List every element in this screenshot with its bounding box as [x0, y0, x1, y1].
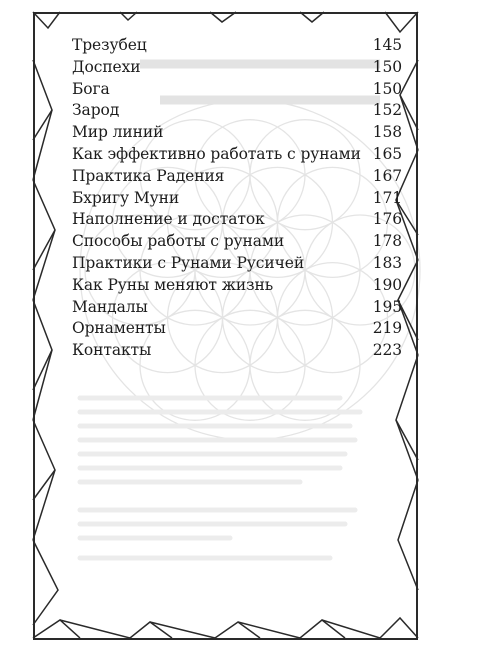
toc-entry	[72, 101, 402, 123]
toc-entry-title: Зарод	[72, 101, 120, 120]
toc-entry-page: 219	[372, 319, 402, 338]
toc-entry-page: 195	[372, 297, 402, 316]
toc-entry-page: 171	[372, 188, 402, 207]
toc-entry	[72, 341, 402, 363]
toc-entry	[72, 167, 402, 189]
toc-entry	[72, 123, 402, 145]
toc-entry-page: 150	[372, 57, 402, 76]
toc-entry-page: 178	[372, 232, 402, 251]
toc-entry-page: 183	[372, 253, 402, 272]
toc-entry-title: Мир линий	[72, 123, 164, 142]
toc-entry-page: 145	[372, 36, 402, 54]
toc-entry	[72, 254, 402, 276]
toc-entry-title: Наполнение и достаток	[72, 210, 265, 229]
toc-entry	[72, 58, 402, 80]
toc-entry-page: 167	[372, 166, 402, 185]
toc-entry-page: 150	[372, 79, 402, 98]
toc-entry-title: Как эффективно работать с рунами	[72, 144, 361, 163]
toc-entry-title: Трезубец	[72, 36, 147, 54]
toc-entry-title: Бхригу Муни	[72, 188, 180, 207]
toc-entry	[72, 276, 402, 298]
toc-entry	[72, 80, 402, 102]
toc-entry	[72, 36, 402, 58]
toc-entry-page: 165	[372, 144, 402, 163]
toc-entry-title: Как Руны меняют жизнь	[72, 275, 274, 294]
toc-entry-title: Способы работы с рунами	[72, 232, 285, 251]
toc-entry-page: 190	[372, 275, 402, 294]
toc-entry-title: Контакты	[72, 341, 152, 360]
toc-entry-title: Бога	[72, 79, 110, 98]
toc-entry-page: 223	[372, 341, 402, 360]
toc-entry	[72, 210, 402, 232]
toc-entry	[72, 298, 402, 320]
toc-entry-title: Орнаменты	[72, 319, 166, 338]
toc-entry-page: 152	[372, 101, 402, 120]
table-of-contents	[72, 36, 402, 363]
toc-entry	[72, 232, 402, 254]
toc-entry-title: Практика Радения	[72, 166, 225, 185]
toc-entry-title: Мандалы	[72, 297, 148, 316]
toc-entry	[72, 319, 402, 341]
toc-entry-page: 176	[372, 210, 402, 229]
toc-entry	[72, 145, 402, 167]
toc-entry-page: 158	[372, 123, 402, 142]
toc-entry-title: Доспехи	[72, 57, 141, 76]
toc-entry-title: Практики с Рунами Русичей	[72, 253, 305, 272]
toc-entry	[72, 189, 402, 211]
